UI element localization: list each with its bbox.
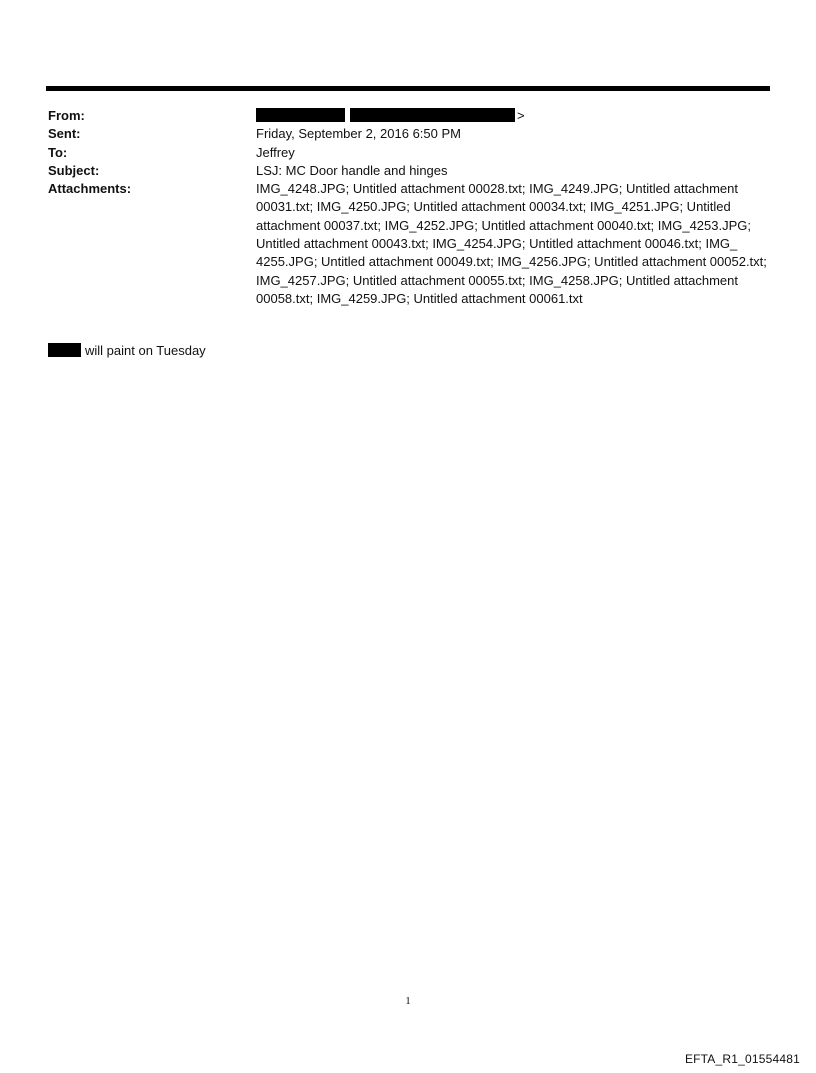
- to-row: [48, 144, 768, 162]
- attachments-row: [48, 180, 768, 308]
- to-label: To:: [48, 144, 68, 160]
- from-suffix: >: [517, 108, 525, 123]
- subject-label: Subject:: [48, 162, 100, 178]
- email-header: [48, 107, 768, 308]
- email-body-text: will paint on Tuesday: [85, 343, 206, 358]
- sent-value: Friday, September 2, 2016 6:50 PM: [256, 126, 461, 142]
- document-id: EFTA_R1_01554481: [684, 1052, 800, 1066]
- sent-row: [48, 125, 768, 143]
- to-value: Jeffrey: [256, 144, 295, 160]
- from-row: [48, 107, 768, 125]
- email-body: [48, 342, 206, 360]
- redaction-body-name: [48, 343, 81, 357]
- attachments-label: Attachments:: [48, 181, 132, 197]
- from-label: From:: [48, 108, 85, 123]
- redaction-sender-name: [256, 108, 345, 122]
- redaction-sender-email: [350, 108, 515, 122]
- subject-value: LSJ: MC Door handle and hinges: [256, 162, 448, 178]
- attachments-list: IMG_4248.JPG; Untitled attachment 00028.txt; IMG_4249.JPG; Untitled attachment 00031.txt; IMG_4250.JPG; Untitled attachment 00034.txt; IMG_4251.JPG; Untitled attachment 00037.txt; IMG_4252.JPG; Untitled attachment 00040.txt; IMG_4253.JPG; Untitled attachment 00043.txt; IMG_4254.JPG; Untitled attachment 00046.txt; IMG_ 4255.JPG; Untitled attachment 00049.txt; IMG_4256.JPG; Untitled attachment 00052.txt; IMG_4257.JPG; Untitled attachment 00055.txt; IMG_4258.JPG; Untitled attachment 00058.txt; IMG_4259.JPG; Untitled attachment 00061.txt: [256, 181, 767, 306]
- header-divider: [46, 86, 770, 91]
- from-value: [256, 107, 768, 125]
- page-number: 1: [405, 995, 411, 1007]
- sent-label: Sent:: [48, 126, 81, 142]
- subject-row: [48, 162, 768, 180]
